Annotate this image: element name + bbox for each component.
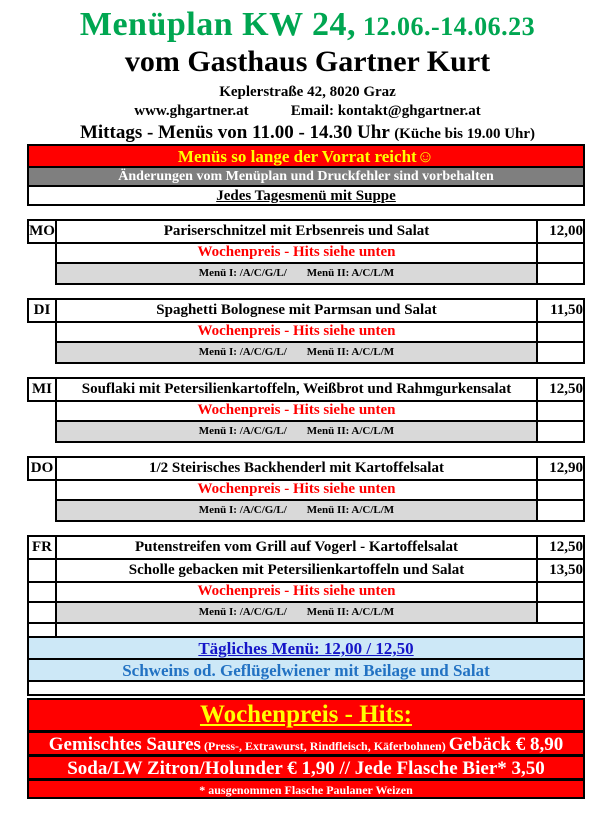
- table-row: [28, 322, 584, 342]
- table-row: [28, 536, 584, 559]
- hits-line1-end: Gebäck € 8,90: [448, 733, 564, 755]
- empty-price-cell: [537, 342, 584, 363]
- soup-banner-text: Jedes Tagesmenü mit Suppe: [216, 187, 396, 204]
- dish-name: Spaghetti Bolognese mit Parmsan und Salat: [56, 299, 537, 322]
- empty-row: [27, 680, 585, 696]
- dish-price: 12,50: [537, 536, 584, 559]
- empty-price-cell: [537, 582, 584, 602]
- page-title: [0, 5, 615, 44]
- day-label: FR: [28, 536, 56, 559]
- empty-cell: [28, 623, 56, 637]
- empty-cell: [28, 263, 56, 284]
- changes-banner: Änderungen vom Menüplan und Druckfehler sind vorbehalten: [27, 166, 585, 187]
- weekly-hits-section: [27, 698, 585, 799]
- day-block-di: [27, 298, 585, 364]
- allergen-menu2: Menü II: A/C/L/M: [306, 425, 395, 438]
- address-line: Keplerstraße 42, 8020 Graz: [219, 83, 396, 100]
- daily-menu-title: [27, 636, 585, 660]
- weekly-hits-note: Wochenpreis - Hits siehe unten: [56, 243, 537, 263]
- empty-cell: [28, 480, 56, 500]
- empty-cell: [28, 401, 56, 421]
- table-row: [28, 243, 584, 263]
- weekly-hits-line2: Soda/LW Zitron/Holunder € 1,90 // Jede Flasche Bier* 3,50: [29, 754, 583, 778]
- weekly-hits-footnote: * ausgenommen Flasche Paulaner Weizen: [29, 778, 583, 797]
- table-row: [28, 378, 584, 401]
- empty-price-cell: [537, 480, 584, 500]
- opening-hours: [0, 122, 615, 144]
- weekly-hits-note: Wochenpreis - Hits siehe unten: [56, 401, 537, 421]
- opening-hours-main: Mittags - Menüs von 11.00 - 14.30 Uhr: [79, 122, 395, 144]
- day-block-do: [27, 456, 585, 522]
- allergen-menu2: Menü II: A/C/L/M: [306, 606, 395, 619]
- email-text: Email: kontakt@ghgartner.at: [290, 102, 481, 119]
- day-block-mi: [27, 377, 585, 443]
- allergen-menu2: Menü II: A/C/L/M: [306, 504, 395, 517]
- weekly-hits-title: [29, 700, 583, 730]
- table-row: [28, 263, 584, 284]
- empty-cell: [28, 421, 56, 442]
- daily-menu-title-text: Tägliches Menü: 12,00 / 12,50: [198, 638, 414, 658]
- empty-price-cell: [537, 401, 584, 421]
- contact-line: [0, 103, 615, 120]
- allergen-row: [56, 602, 537, 623]
- table-row: [28, 299, 584, 322]
- table-row: [28, 342, 584, 363]
- allergen-menu1: Menü I: /A/C/G/L/: [198, 606, 287, 619]
- empty-price-cell: [537, 500, 584, 521]
- dish-price: 12,50: [537, 378, 584, 401]
- stock-banner: Menüs so lange der Vorrat reicht☺: [27, 144, 585, 168]
- allergen-row: [56, 421, 537, 442]
- dish-name: Souflaki mit Petersilienkartoffeln, Weißbrot und Rahmgurkensalat: [56, 378, 537, 401]
- allergen-row: [56, 263, 537, 284]
- weekly-hits-line1: [29, 730, 583, 754]
- hits-line1-detail: (Press-, Extrawurst, Rindfleisch, Käferbohnen): [200, 738, 449, 753]
- allergen-menu1: Menü I: /A/C/G/L/: [198, 504, 287, 517]
- allergen-menu1: Menü I: /A/C/G/L/: [198, 267, 287, 280]
- soup-banner: [27, 185, 585, 206]
- menu-content: [27, 144, 585, 799]
- empty-cell: [28, 243, 56, 263]
- empty-cell: [28, 322, 56, 342]
- table-row: [28, 421, 584, 442]
- table-row: [28, 500, 584, 521]
- empty-cell: [28, 342, 56, 363]
- page-header: [0, 5, 615, 144]
- table-row: [28, 582, 584, 602]
- table-row: [28, 401, 584, 421]
- empty-price-cell: [537, 322, 584, 342]
- allergen-row: [56, 500, 537, 521]
- dish-name: Pariserschnitzel mit Erbsenreis und Salat: [56, 220, 537, 243]
- dish-price: 11,50: [537, 299, 584, 322]
- allergen-menu2: Menü II: A/C/L/M: [306, 346, 395, 359]
- hits-line1-main: Gemischtes Saures: [48, 733, 201, 755]
- dish-price: 12,90: [537, 457, 584, 480]
- table-row: [28, 457, 584, 480]
- empty-price-cell: [537, 421, 584, 442]
- empty-cell: [28, 602, 56, 623]
- page-title-main: Menüplan KW 24,: [79, 6, 356, 43]
- allergen-menu1: Menü I: /A/C/G/L/: [198, 346, 287, 359]
- dish-name: 1/2 Steirisches Backhenderl mit Kartoffelsalat: [56, 457, 537, 480]
- dish-name: Scholle gebacken mit Petersilienkartoffeln und Salat: [56, 559, 537, 582]
- empty-cell: [28, 582, 56, 602]
- day-label: DI: [28, 299, 56, 322]
- table-row: [28, 559, 584, 582]
- dish-name: Putenstreifen vom Grill auf Vogerl - Kartoffelsalat: [56, 536, 537, 559]
- table-row: [28, 480, 584, 500]
- allergen-menu1: Menü I: /A/C/G/L/: [198, 425, 287, 438]
- table-row: [28, 623, 584, 637]
- empty-price-cell: [537, 263, 584, 284]
- dish-price: 13,50: [537, 559, 584, 582]
- day-label: MO: [28, 220, 56, 243]
- day-block-fr: [27, 535, 585, 638]
- weekly-hits-title-text: Wochenpreis - Hits:: [199, 700, 413, 728]
- day-label: DO: [28, 457, 56, 480]
- opening-hours-note: (Küche bis 19.00 Uhr): [394, 126, 536, 143]
- weekly-hits-note: Wochenpreis - Hits siehe unten: [56, 480, 537, 500]
- table-row: [28, 602, 584, 623]
- daily-menu-item: Schweins od. Geflügelwiener mit Beilage und Salat: [27, 658, 585, 682]
- page-title-date: 12.06.-14.06.23: [355, 12, 536, 41]
- empty-cell: [28, 500, 56, 521]
- restaurant-name: vom Gasthaus Gartner Kurt: [124, 45, 491, 79]
- day-label: MI: [28, 378, 56, 401]
- empty-price-cell: [537, 602, 584, 623]
- empty-price-cell: [537, 243, 584, 263]
- allergen-row: [56, 342, 537, 363]
- website-text: www.ghgartner.at: [134, 102, 249, 119]
- day-block-mo: [27, 219, 585, 285]
- empty-cell: [28, 559, 56, 582]
- spacer-row: [56, 623, 584, 637]
- weekly-hits-note: Wochenpreis - Hits siehe unten: [56, 582, 537, 602]
- allergen-menu2: Menü II: A/C/L/M: [306, 267, 395, 280]
- weekly-hits-note: Wochenpreis - Hits siehe unten: [56, 322, 537, 342]
- table-row: [28, 220, 584, 243]
- dish-price: 12,00: [537, 220, 584, 243]
